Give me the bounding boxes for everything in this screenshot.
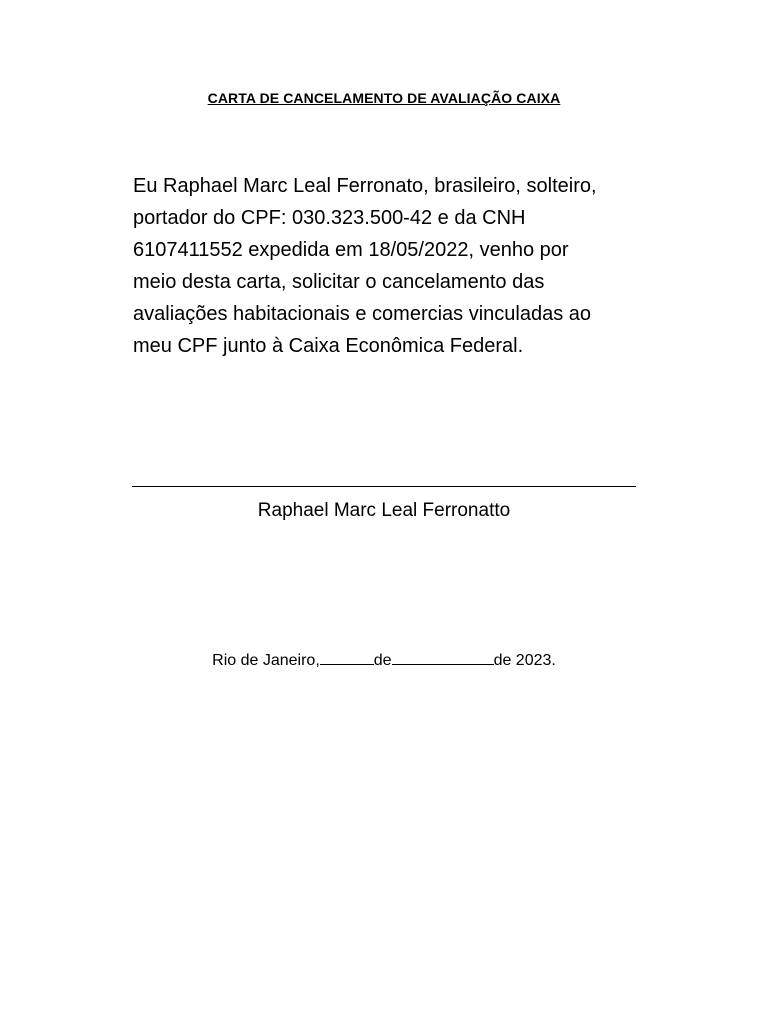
date-year: de 2023. — [493, 652, 556, 669]
day-blank — [320, 650, 374, 665]
body-line: Eu Raphael Marc Leal Ferronato, brasileiro, solteiro, — [133, 175, 597, 197]
body-line: avaliações habitacionais e comercias vinculadas ao — [133, 303, 592, 325]
document-title: CARTA DE CANCELAMENTO DE AVALIAÇÃO CAIXA — [207, 90, 561, 106]
date-line — [0, 650, 768, 670]
body-line: meu CPF junto à Caixa Econômica Federal. — [133, 335, 524, 357]
letter-body — [133, 170, 653, 362]
signature-name: Raphael Marc Leal Ferronatto — [257, 500, 511, 521]
signature-line — [132, 486, 636, 487]
date-de: de — [373, 652, 392, 669]
body-line: 6107411552 expedida em 18/05/2022, venho por — [133, 239, 569, 261]
date-place: Rio de Janeiro, — [212, 652, 320, 669]
month-blank — [392, 650, 494, 665]
body-line: portador do CPF: 030.323.500-42 e da CNH — [133, 207, 526, 229]
body-line: meio desta carta, solicitar o cancelamento das — [133, 271, 545, 293]
